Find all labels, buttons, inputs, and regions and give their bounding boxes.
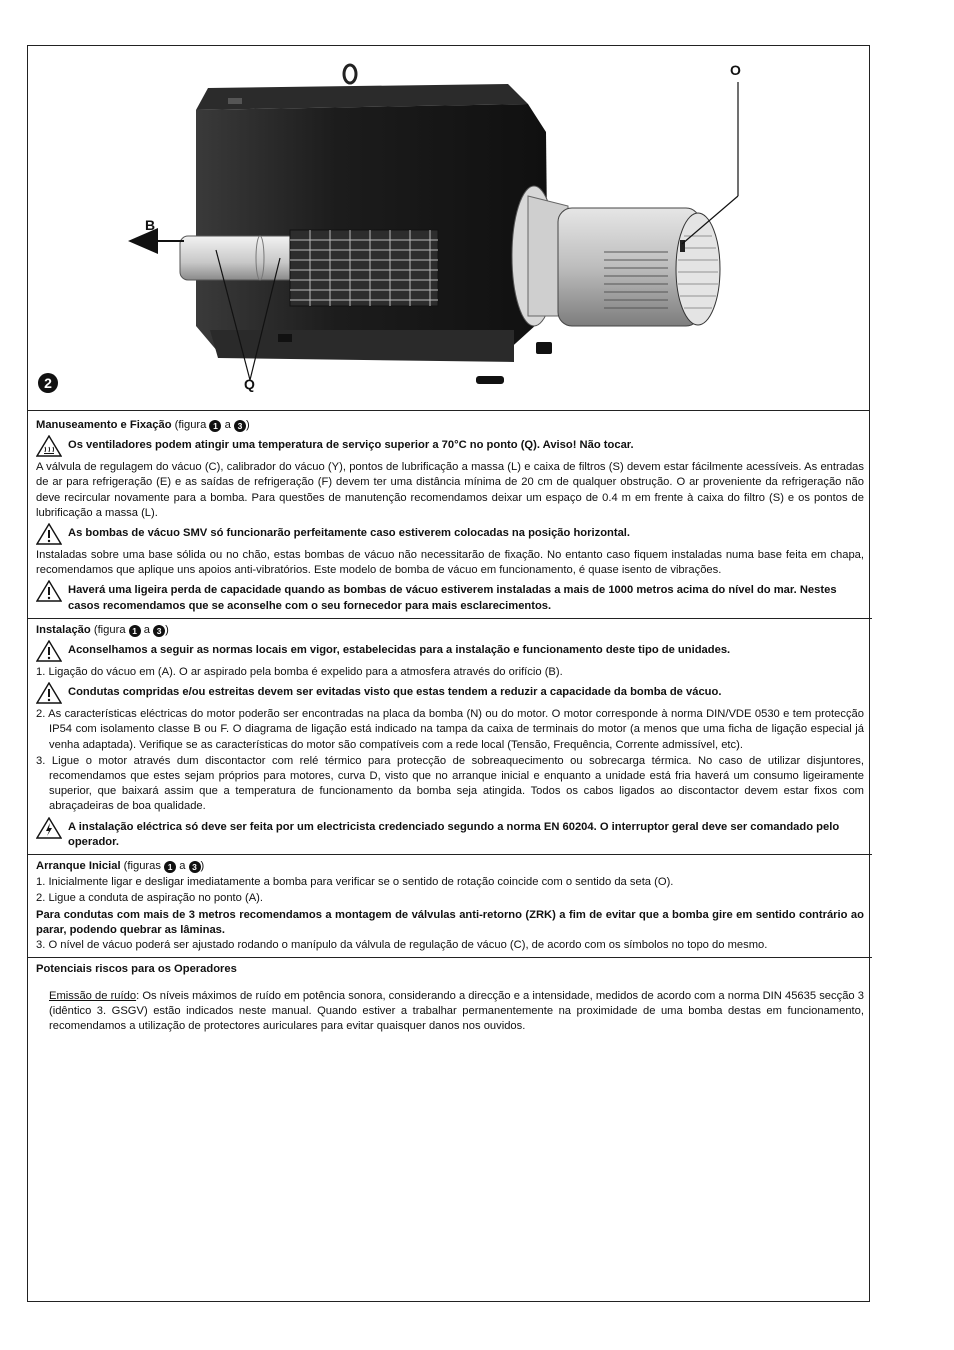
page-frame bbox=[27, 45, 870, 1302]
section-title: Potenciais riscos para os Operadores bbox=[36, 963, 237, 976]
exclamation-warning-icon bbox=[36, 580, 68, 602]
figure-2 bbox=[28, 46, 869, 411]
noise-paragraph bbox=[36, 989, 864, 1035]
warning-hot-surface bbox=[36, 435, 864, 457]
figure-ref-mid: a bbox=[143, 623, 151, 636]
text-content bbox=[36, 418, 864, 1045]
section-title: Manuseamento e Fixação bbox=[36, 419, 172, 431]
section-startup-heading bbox=[36, 859, 864, 874]
noise-text: : Os níveis máximos de ruído em potência sonora, considerando a direcção e a intensidade, medidos de acordo com a norma DIN 45635 secção 3 (idêntico 3. GSGV) estão indicados neste manual. Quando estiver a trabalhar permanentemente na proximidade de uma bomba destas em funcionamento, recomendamos a utilização de protectores auriculares para evitar quaisquer danos nos ouvidos. bbox=[49, 989, 865, 1033]
warning-local-norms bbox=[36, 640, 864, 662]
warning-text: Haverá uma ligeira perda de capacidade quando as bombas de vácuo estiverem instaladas a mais de 1000 metros acima do nível do mar. Nestes casos recomendamos que se aconselhe com o seu fornecedor para mais esclarecimentos. bbox=[68, 584, 837, 612]
figure-number-badge: 2 bbox=[38, 373, 58, 393]
exclamation-warning-icon bbox=[36, 523, 68, 545]
warning-horizontal bbox=[36, 523, 864, 545]
figure-ref-num: 1 bbox=[129, 625, 141, 637]
warning-text: Os ventiladores podem atingir uma temperatura de serviço superior a 70°C no ponto (Q). Aviso! Não tocar. bbox=[68, 439, 634, 452]
figure-ref-prefix: (figura bbox=[174, 419, 207, 431]
figure-ref-num: 3 bbox=[234, 420, 246, 432]
figure-ref-suffix: ) bbox=[165, 623, 169, 636]
section-divider bbox=[28, 618, 872, 619]
figure-ref-num: 3 bbox=[189, 861, 201, 873]
warning-text: A instalação eléctrica só deve ser feita por um electricista credenciado segundo a norma EN 60204. O interruptor geral deve ser comandado pelo operador. bbox=[68, 820, 840, 848]
list-item: 1. Inicialmente ligar e desligar imediatamente a bomba para verificar se o sentido de rotação coincide com o sentido da seta (O). bbox=[36, 876, 674, 889]
exclamation-warning-icon bbox=[36, 640, 68, 662]
section-divider bbox=[28, 854, 872, 855]
exclamation-warning-icon bbox=[36, 682, 68, 704]
list-item: 2. Ligue a conduta de aspiração no ponto (A). bbox=[36, 892, 264, 905]
section-title: Instalação bbox=[36, 623, 91, 636]
paragraph: A válvula de regulagem do vácuo (C), calibrador do vácuo (Y), pontos de lubrificação a massa (L) e caixa de filtros (S) devem estar fácilmente acessíveis. As entradas de ar para refrigeração (E) e as saídas de refrigeração (F) devem ter uma distância mínima de 20 cm de qualquer obstrução. O ar proveniente da refrigeração não deve recircular novamente para a bomba. Para questões de manutenção recomendamos deixar um espaço de 0.4 m em frente à caixa do filtro (S) e os pontos de lubrificação a massa (L). bbox=[36, 461, 864, 519]
figure-ref-num: 3 bbox=[153, 625, 165, 637]
section-installation-heading bbox=[36, 623, 864, 638]
warning-altitude bbox=[36, 580, 864, 613]
figure-ref-prefix: (figuras bbox=[123, 860, 161, 873]
section-handling-heading bbox=[36, 418, 864, 433]
warning-text: As bombas de vácuo SMV só funcionarão perfeitamente caso estiverem colocadas na posição horizontal. bbox=[68, 527, 631, 540]
figure-ref-num: 1 bbox=[164, 861, 176, 873]
warning-text: Aconselhamos a seguir as normas locais em vigor, estabelecidas para a instalação e funcionamento deste tipo de unidades. bbox=[68, 644, 731, 657]
warning-long-pipes bbox=[36, 682, 864, 704]
list-item: 2. As características eléctricas do motor poderão ser encontradas na placa da bomba (N) ou do motor. O motor corresponde à norma DIN/VDE 0530 e tem protecção IP54 com isolamento classe B ou F. O diagrama de ligação está indicado na tampa da caixa de terminais do motor (a menos que uma ficha de ligação especial já venha adaptada). Verifique se as características do motor são compatíveis com a rede local (Tensão, Frequência, Corrente admissível, etc). bbox=[36, 708, 864, 751]
warning-electrical bbox=[36, 817, 864, 850]
section-title: Arranque Inicial bbox=[36, 860, 121, 873]
callout-b: B bbox=[145, 217, 156, 233]
figure-ref-mid: a bbox=[179, 860, 186, 873]
callout-o: O bbox=[730, 62, 741, 78]
callout-q: Q bbox=[244, 376, 255, 392]
figure-ref-mid: a bbox=[224, 419, 231, 431]
figure-ref-num: 1 bbox=[209, 420, 221, 432]
figure-ref-suffix: ) bbox=[245, 419, 250, 431]
list-item: 3. Ligue o motor através dum discontactor com relé térmico para protecção de sobreaquecimento ou sobrecarga térmica. No caso de utilizar disjuntores, recomendamos que estes sejam próprios para motores, curva D, visto que no arranque inicial e enquanto a unidade está fria haverá um consumo ligeiramente superior, que baixará assim que a temperatura de funcionamento da bomba seja atingida. Todos os cabos ligados ao discontactor devem estar fixos com abraçadeiras de boa qualidade. bbox=[36, 754, 864, 813]
hot-surface-warning-icon bbox=[36, 435, 68, 457]
bold-note: Para condutas com mais de 3 metros recomendamos a montagem de válvulas anti-retorno (ZRK) a fim de evitar que a bomba gire em sentido contrário ao parar, podendo quebrar as lâminas. bbox=[36, 908, 864, 936]
warning-text: Condutas compridas e/ou estreitas devem ser evitadas visto que estas tendem a reduzir a capacidade da bomba de vácuo. bbox=[68, 686, 722, 699]
figure-ref-prefix: (figura bbox=[93, 623, 126, 636]
list-item: 1. Ligação do vácuo em (A). O ar aspirado pela bomba é expelido para a atmosfera através do orifício (B). bbox=[36, 666, 563, 679]
paragraph: Instaladas sobre uma base sólida ou no chão, estas bombas de vácuo não necessitarão de fixação. No entanto caso fiquem instaladas numa base feita em chapa, recomendamos que aplique uns apoios anti-vibratórios. Este modelo de bomba de vácuo em funcionamento, é quase isento de vibrações. bbox=[36, 549, 864, 577]
section-divider bbox=[28, 957, 872, 958]
figure-ref-suffix: ) bbox=[200, 860, 205, 873]
electrical-hazard-icon bbox=[36, 817, 68, 839]
list-item: 3. O nível de vácuo poderá ser ajustado rodando o manípulo da válvula de regulação de vácuo (C), de acordo com os símbolos no topo do mesmo. bbox=[36, 939, 768, 952]
noise-label: Emissão de ruído bbox=[49, 989, 137, 1002]
